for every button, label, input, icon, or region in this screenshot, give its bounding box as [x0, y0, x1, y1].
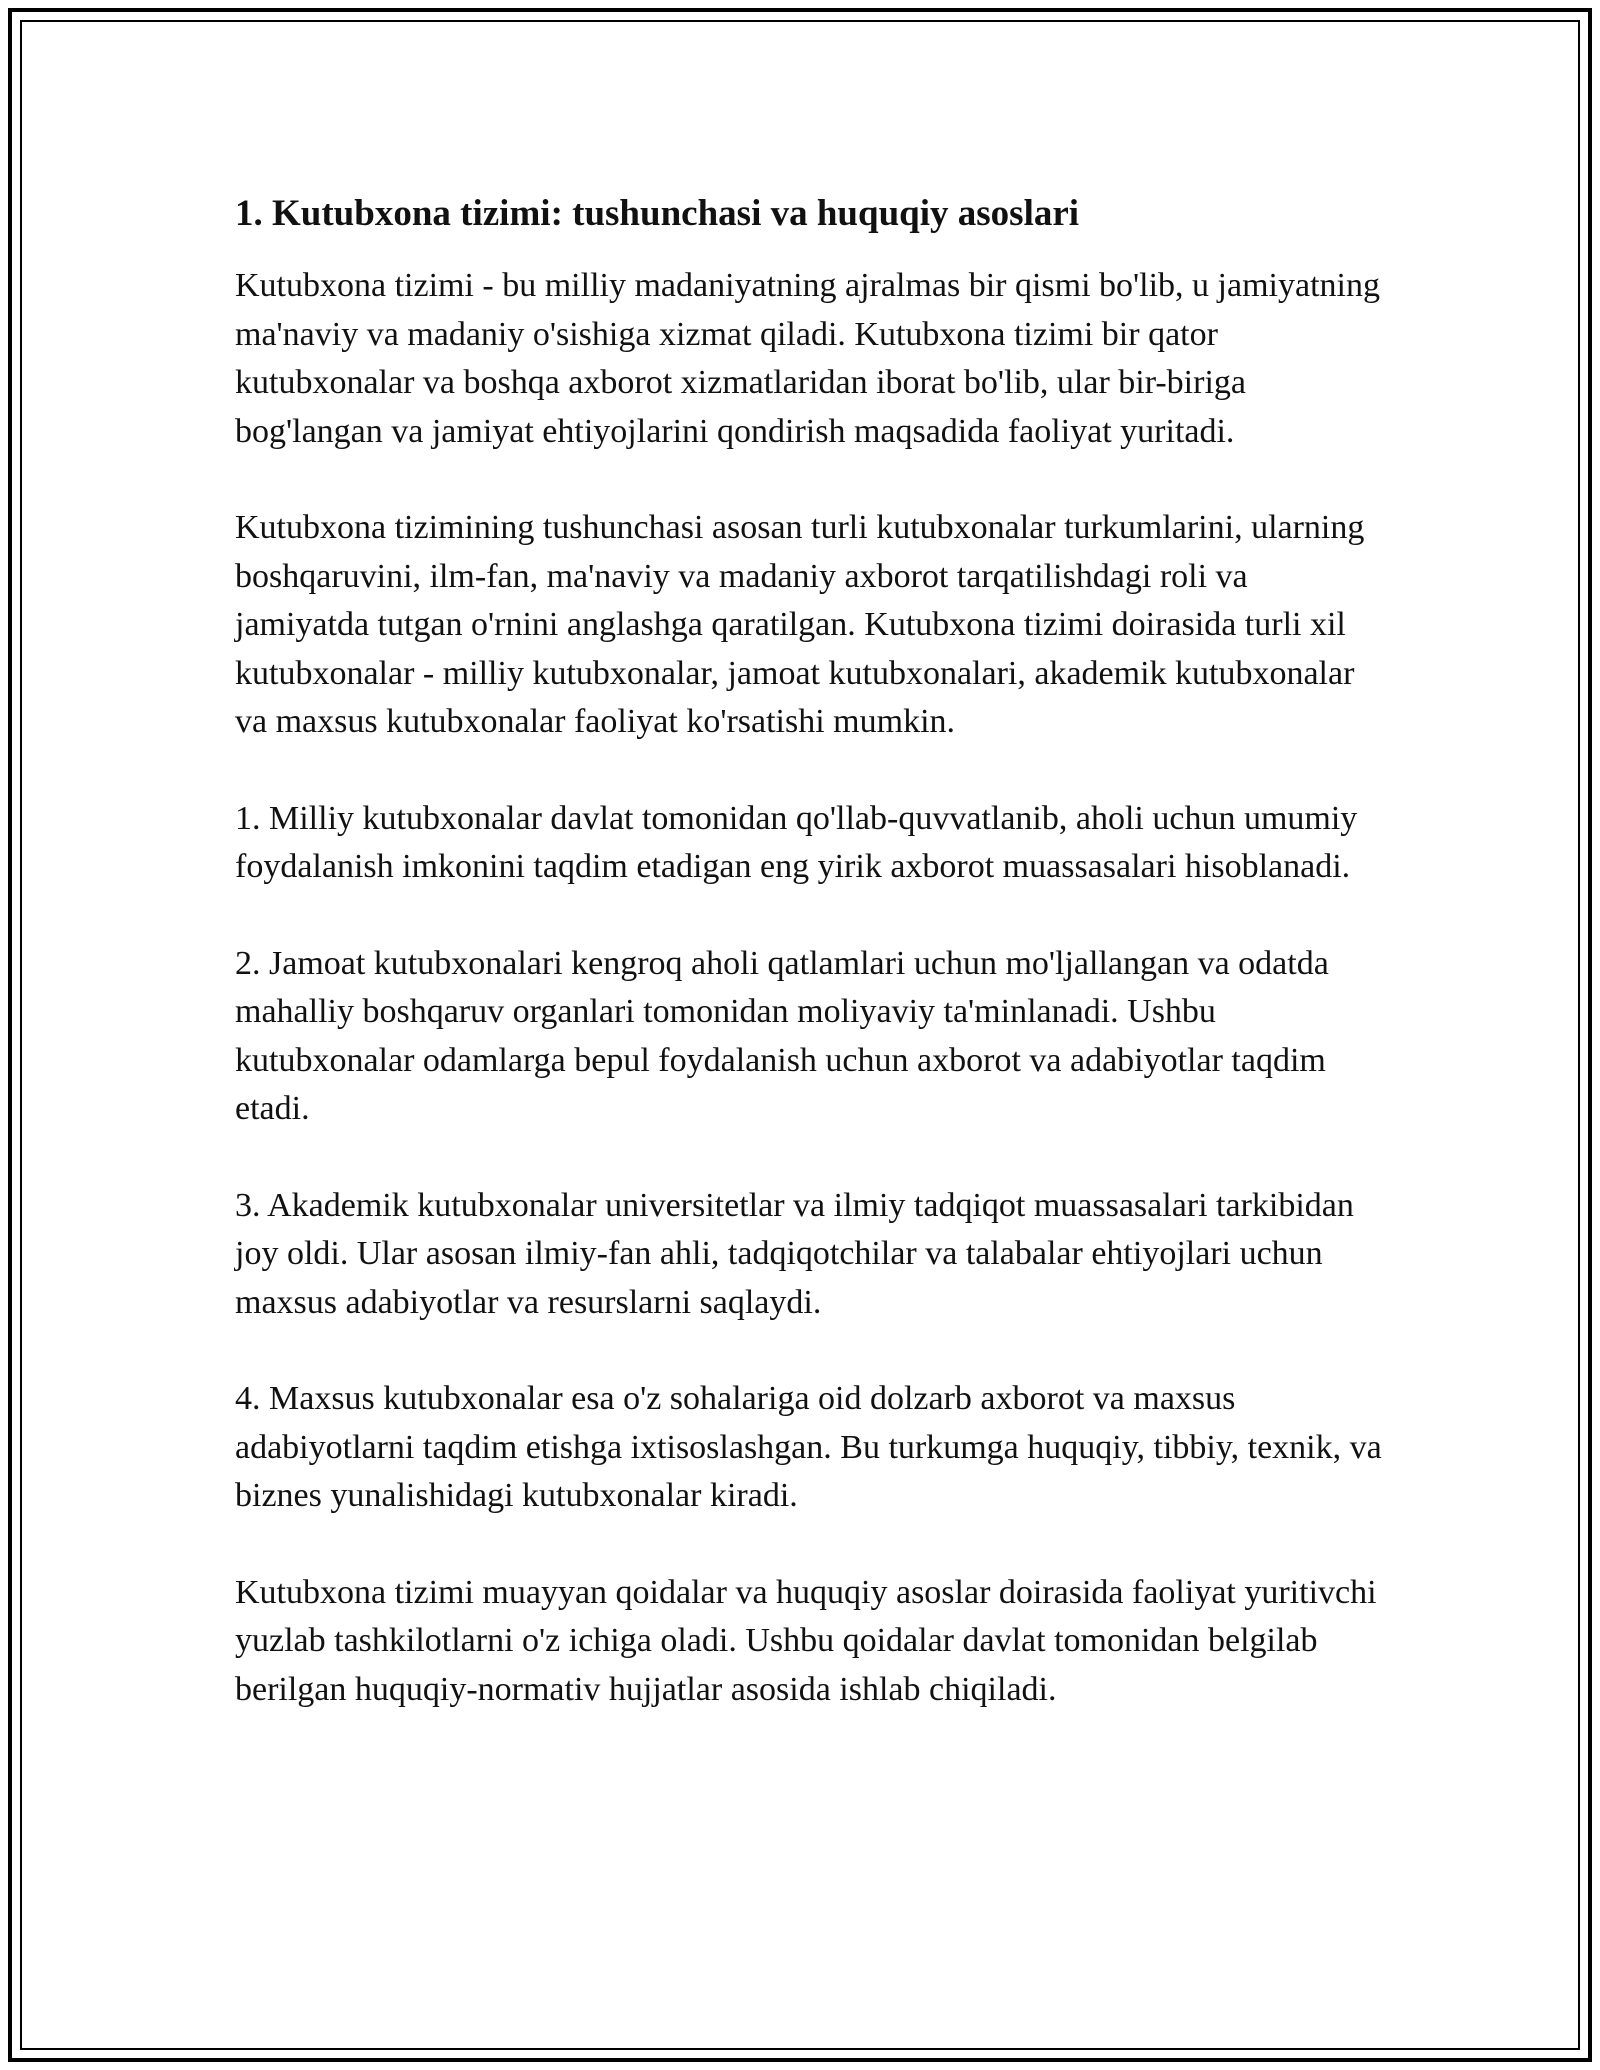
section-heading: 1. Kutubxona tizimi: tushunchasi va huquqiy asoslari — [235, 193, 1080, 234]
paragraph-concept: Kutubxona tizimining tushunchasi asosan turli kutubxonalar turkumlarini, ularning boshqaruvini, ilm-fan, ma'naviy va madaniy axborot tarqatilishdagi roli va jamiyatda tutgan o'rnini anglashga qaratilgan. Kutubxona tizimi doirasida turli xil kutubxonalar - milliy kutubxonalar, jamoat kutubxonalari, akademik kutubxonalar va maxsus kutubxonalar faoliyat ko'rsatishi mumkin. — [235, 509, 1365, 740]
list-item-special-libraries: 4. Maxsus kutubxonalar esa o'z sohalariga oid dolzarb axborot va maxsus adabiyotlarni taqdim etishga ixtisoslashgan. Bu turkumga huquqiy, tibbiy, texnik, va biznes yunalishidagi kutubxonalar kiradi. — [235, 1380, 1382, 1514]
list-item-public-libraries: 2. Jamoat kutubxonalari kengroq aholi qatlamlari uchun mo'ljallangan va odatda mahalliy boshqaruv organlari tomonidan moliyaviy ta'minlanadi. Ushbu kutubxonalar odamlarga bepul foydalanish uchun axborot va adabiyotlar taqdim etadi. — [235, 944, 1329, 1127]
list-item-national-libraries: 1. Milliy kutubxonalar davlat tomonidan qo'llab-quvvatlanib, aholi uchun umumiy foydalanish imkonini taqdim etadigan eng yirik axborot muassasalari hisoblanadi. — [235, 799, 1358, 885]
list-item-academic-libraries: 3. Akademik kutubxonalar universitetlar va ilmiy tadqiqot muassasalari tarkibidan joy oldi. Ular asosan ilmiy-fan ahli, tadqiqotchilar va talabalar ehtiyojlari uchun maxsus adabiyotlar va resurslarni saqlaydi. — [235, 1186, 1354, 1321]
paragraph-conclusion: Kutubxona tizimi muayyan qoidalar va huquqiy asoslar doirasida faoliyat yuritivchi yuzlab tashkilotlarni o'z ichiga oladi. Ushbu qoidalar davlat tomonidan belgilab berilgan huquqiy-normativ hujjatlar asosida ishlab chiqiladi. — [235, 1573, 1377, 1708]
document-body — [235, 188, 1385, 1714]
paragraph-intro: Kutubxona tizimi - bu milliy madaniyatning ajralmas bir qismi bo'lib, u jamiyatning ma'naviy va madaniy o'sishiga xizmat qiladi. Kutubxona tizimi bir qator kutubxonalar va boshqa axborot xizmatlaridan iborat bo'lib, ular bir-biriga bog'langan va jamiyat ehtiyojlarini qondirish maqsadida faoliyat yuritadi. — [235, 267, 1380, 450]
